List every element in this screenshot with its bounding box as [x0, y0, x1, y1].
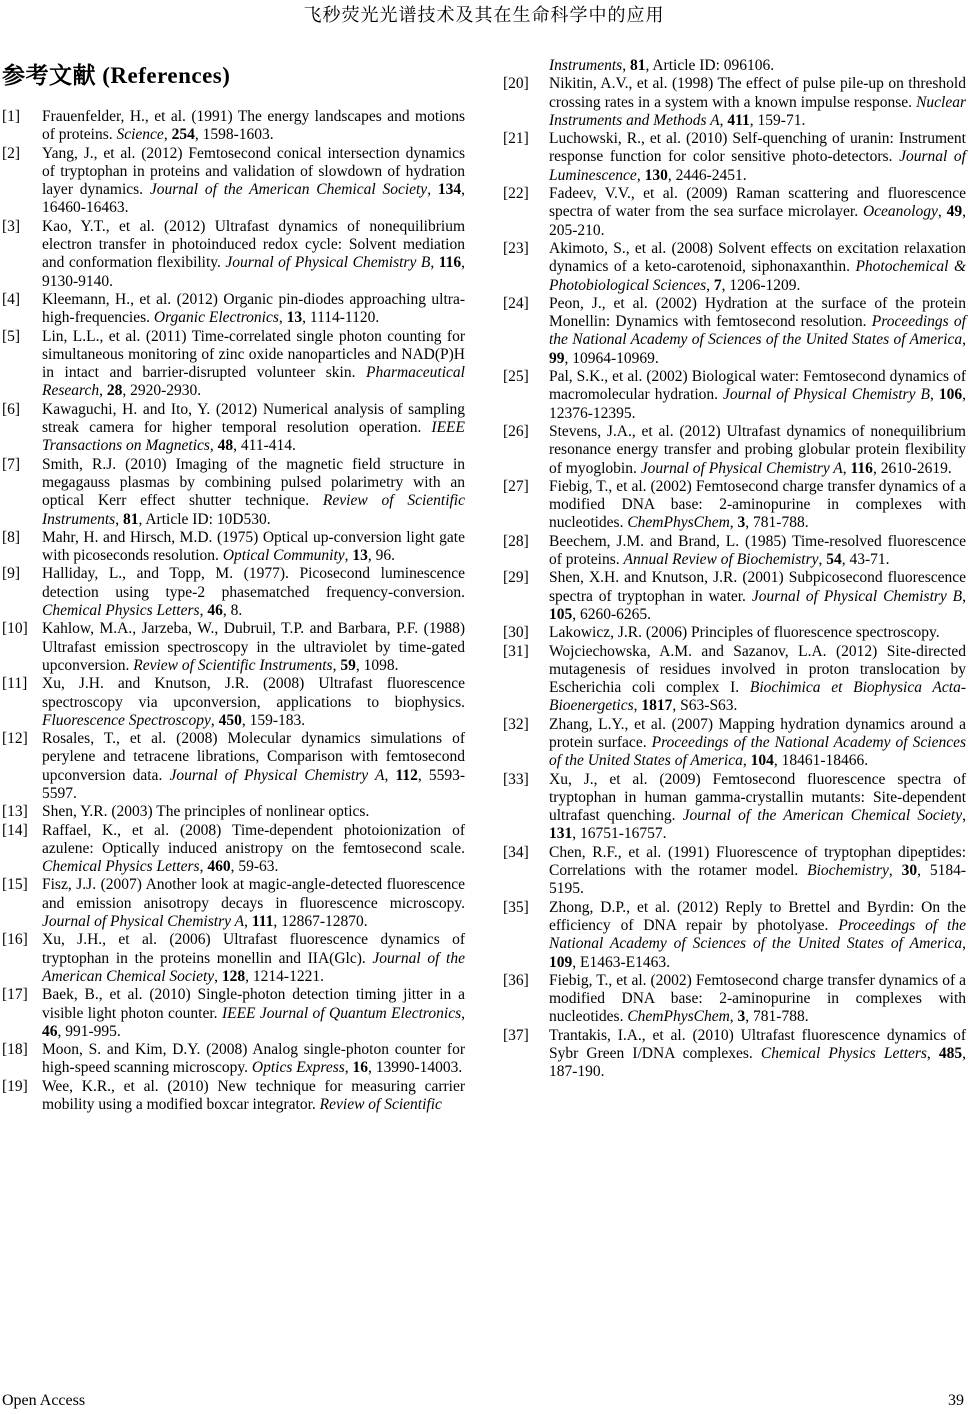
reference-item [503, 57, 966, 75]
footer-open-access-label: Open Access [2, 1392, 86, 1409]
reference-item [2, 931, 465, 986]
reference-item [503, 478, 966, 533]
reference-number: [24] [503, 294, 529, 312]
reference-text: Xu, J.H. and Knutson, J.R. (2008) Ultrafast fluorescence spectroscopy via upconversion, applications to biophysics. Fluorescence Spectroscopy, 450, 159-183. [42, 675, 465, 729]
references-column-left [2, 57, 465, 1114]
reference-item [2, 529, 465, 566]
reference-number: [25] [503, 368, 529, 386]
reference-number: [6] [2, 400, 21, 418]
reference-text: Zhong, D.P., et al. (2012) Reply to Brettel and Byrdin: On the efficiency of DNA repair by photolyase. Proceedings of the National Academy of Sciences of the United States of America, 109, E1463-E1463. [549, 898, 966, 971]
reference-text: Pal, S.K., et al. (2002) Biological water: Femtosecond dynamics of macromolecular hydration. Journal of Physical Chemistry B, 106, 12376-12395. [549, 368, 966, 422]
reference-item [2, 675, 465, 730]
reference-item [2, 1041, 465, 1078]
reference-text: Beechem, J.M. and Brand, L. (1985) Time-resolved fluorescence of proteins. Annual Review of Biochemistry, 54, 43-71. [549, 532, 966, 569]
reference-text: Fadeev, V.V., et al. (2009) Raman scattering and fluorescence spectra of water from the sea surface microlayer. Oceanology, 49, 205-210. [549, 185, 966, 239]
reference-number: [36] [503, 971, 529, 989]
reference-text: Luchowski, R., et al. (2010) Self-quenching of uranin: Instrument response function for color sensitive photo-detectors. Journal of Luminescence, 130, 2446-2451. [549, 130, 966, 184]
reference-text: Trantakis, I.A., et al. (2010) Ultrafast fluorescence dynamics of Sybr Green I/DNA complexes. Chemical Physics Letters, 485, 187-190. [549, 1026, 967, 1081]
reference-text: Stevens, J.A., et al. (2012) Ultrafast dynamics of nonequilibrium resonance energy transfer and probing globular protein flexibility of myoglobin. Journal of Physical Chemistry A, 116, 2610-2619. [549, 422, 966, 477]
reference-number: [16] [2, 931, 28, 949]
reference-text: Halliday, L., and Topp, M. (1977). Picosecond luminescence detection using type-2 phasematched frequency-conversion. Chemical Physics Letters, 46, 8. [42, 565, 465, 620]
reference-item [2, 803, 465, 821]
reference-item [503, 295, 966, 368]
reference-number: [9] [2, 565, 21, 583]
reference-text: Kawaguchi, H. and Ito, Y. (2012) Numerical analysis of sampling streak camera for higher temporal resolution operation. IEEE Transactions on Magnetics, 48, 411-414. [42, 400, 465, 455]
reference-number: [23] [503, 239, 529, 257]
reference-item [503, 624, 966, 642]
reference-text: Frauenfelder, H., et al. (1991) The energy landscapes and motions of proteins. Science, 254, 1598-1603. [42, 108, 465, 144]
reference-item [503, 185, 966, 240]
reference-item [2, 145, 465, 218]
reference-item [503, 844, 966, 899]
reference-number: [26] [503, 422, 529, 440]
references-heading: 参考文献 (References) [2, 63, 231, 88]
reference-number: [7] [2, 455, 21, 473]
reference-number: [31] [503, 642, 529, 660]
reference-text: Rosales, T., et al. (2008) Molecular dynamics simulations of perylene and tetracene librations, Comparison with femtosecond upconversion data. Journal of Physical Chemistry A, 112, 5593-5597. [42, 730, 466, 802]
reference-number: [17] [2, 986, 28, 1004]
reference-number: [22] [503, 185, 529, 203]
reference-number: [5] [2, 327, 21, 345]
reference-number: [13] [2, 803, 28, 821]
reference-number: [19] [2, 1077, 28, 1095]
reference-item [503, 771, 966, 844]
reference-text: Mahr, H. and Hirsch, M.D. (1975) Optical up-conversion light gate with picoseconds resolution. Optical Community, 13, 96. [42, 528, 465, 565]
reference-number: [33] [503, 770, 529, 788]
references-column-right [503, 57, 966, 1082]
reference-item [2, 876, 465, 931]
reference-text: Kao, Y.T., et al. (2012) Ultrafast dynamics of nonequilibrium electron transfer in photoinduced redox cycle: Solvent mediation and conformation flexibility. Journal of Physical Chemistry B, 116, 9130-9140. [42, 217, 465, 290]
reference-item [503, 533, 966, 570]
reference-text: Fiebig, T., et al. (2002) Femtosecond charge transfer dynamics of a modified DNA base: 2-aminopurine in complexes with nucleotides. ChemPhysChem, 3, 781-788. [549, 477, 966, 532]
reference-number: [2] [2, 144, 21, 162]
reference-number: [34] [503, 843, 529, 861]
reference-number: [11] [2, 675, 28, 693]
reference-text: Lakowicz, J.R. (2006) Principles of fluorescence spectroscopy. [549, 624, 940, 642]
reference-item [503, 643, 966, 716]
reference-text: Shen, X.H. and Knutson, J.R. (2001) Subpicosecond fluorescence spectra of tryptophan in water. Journal of Physical Chemistry B, 105, 6260-6265. [549, 569, 966, 623]
reference-item [503, 130, 966, 185]
reference-number: [21] [503, 130, 529, 148]
reference-text: Baek, B., et al. (2010) Single-photon detection timing jitter in a visible light photon counter. IEEE Journal of Quantum Electronics, 46, 991-995. [42, 986, 465, 1040]
reference-item [2, 218, 465, 291]
reference-number: [14] [2, 821, 28, 839]
reference-text: Fiebig, T., et al. (2002) Femtosecond charge transfer dynamics of a modified DNA base: 2-aminopurine in complexes with nucleotides. ChemPhysChem, 3, 781-788. [549, 971, 966, 1026]
reference-item [503, 75, 966, 130]
references-list-left [2, 108, 465, 1114]
reference-text: Moon, S. and Kim, D.Y. (2008) Analog single-photon counter for high-speed scanning microscopy. Optics Express, 16, 13990-14003. [42, 1041, 465, 1077]
reference-number: [28] [503, 532, 529, 550]
reference-item [503, 423, 966, 478]
reference-item [2, 456, 465, 529]
reference-item [503, 716, 966, 771]
reference-number: [1] [2, 108, 21, 125]
reference-text: Fisz, J.J. (2007) Another look at magic-angle-detected fluorescence and emission anisotropy decays in fluorescence microscopy. Journal of Physical Chemistry A, 111, 12867-12870. [42, 876, 465, 931]
reference-text: Peon, J., et al. (2002) Hydration at the surface of the protein Monellin: Dynamics with femtosecond resolution. Proceedings of the National Academy of Sciences of the United States of America, 99, 10964-10969. [549, 294, 966, 367]
reference-number: [30] [503, 624, 529, 642]
reference-item [2, 1078, 465, 1115]
reference-item [503, 899, 966, 972]
reference-item [503, 569, 966, 624]
reference-item [2, 328, 465, 401]
reference-number: [8] [2, 528, 21, 546]
reference-number: [27] [503, 477, 529, 495]
reference-text: Wojciechowska, A.M. and Sazanov, L.A. (2012) Site-directed mutagenesis of residues involved in proton translocation by Escherichia coli complex I. Biochimica et Biophysica Acta-Bioenergetics, 1817, S63-S63. [549, 642, 966, 715]
reference-item [503, 368, 966, 423]
reference-text: Wee, K.R., et al. (2010) New technique for measuring carrier mobility using a modified boxcar integrator. Review of Scientific [42, 1077, 465, 1114]
references-list-right [503, 57, 966, 1082]
reference-number: [37] [503, 1026, 529, 1044]
reference-item [2, 565, 465, 620]
reference-number: [15] [2, 876, 28, 894]
reference-item [503, 1027, 966, 1082]
reference-text: Smith, R.J. (2010) Imaging of the magnetic field structure in megagauss plasmas by combining pulsed polarimetry with an optical Kerr effect shutter technique. Review of Scientific Instruments, 81, Article ID: 10D530. [42, 455, 465, 528]
reference-number: [18] [2, 1041, 28, 1059]
reference-text: Yang, J., et al. (2012) Femtosecond conical intersection dynamics of tryptophan in proteins and validation of slowdown of hydration layer dynamics. Journal of the American Chemical Society, 134, 16460-16463. [42, 144, 465, 217]
reference-text: Raffael, K., et al. (2008) Time-dependent photoionization of azulene: Optically induced anistropy on the femtosecond scale. Chemical Physics Letters, 460, 59-63. [42, 821, 465, 876]
reference-item [2, 822, 465, 877]
reference-text: Nikitin, A.V., et al. (1998) The effect of pulse pile-up on threshold crossing rates in a system with a known impulse response. Nuclear Instruments and Methods A, 411, 159-71. [549, 75, 966, 129]
reference-item [2, 986, 465, 1041]
reference-item [2, 291, 465, 328]
reference-text: Shen, Y.R. (2003) The principles of nonlinear optics. [42, 803, 370, 821]
reference-number: [10] [2, 620, 28, 638]
reference-number: [4] [2, 290, 21, 308]
reference-text: Chen, R.F., et al. (1991) Fluorescence of tryptophan dipeptides: Correlations with the rotamer model. Biochemistry, 30, 5184-5195. [549, 843, 966, 898]
reference-text: Instruments, 81, Article ID: 096106. [549, 57, 775, 74]
references-columns [0, 57, 968, 1114]
reference-number: [12] [2, 730, 28, 748]
reference-number: [20] [503, 75, 529, 93]
reference-text: Xu, J., et al. (2009) Femtosecond fluorescence spectra of tryptophan in human gamma-crystallin mutants: Site-dependent ultrafast quenching. Journal of the American Chemical Society, 131, 16751-16757. [549, 770, 966, 843]
reference-text: Kahlow, M.A., Jarzeba, W., Dubruil, T.P. and Barbara, P.F. (1988) Ultrafast emission spectroscopy in the ultraviolet by time-gated upconversion. Review of Scientific Instruments, 59, 1098. [42, 620, 465, 674]
reference-text: Zhang, L.Y., et al. (2007) Mapping hydration dynamics around a protein surface. Proceedings of the National Academy of Sciences of the United States of America, 104, 18461-18466. [549, 715, 966, 770]
footer-page-number: 39 [948, 1392, 964, 1409]
reference-item [2, 108, 465, 145]
reference-text: Lin, L.L., et al. (2011) Time-correlated single photon counting for simultaneous monitoring of zinc oxide nanoparticles and NAD(P)H in intact and barrier-disrupted volunteer skin. Pharmaceutical Research, 28, 2920-2930. [42, 327, 465, 400]
reference-item [2, 401, 465, 456]
reference-number: [35] [503, 898, 529, 916]
reference-item [2, 730, 465, 803]
reference-item [503, 972, 966, 1027]
page-header-title: 飞秒荧光光谱技术及其在生命科学中的应用 [303, 5, 665, 25]
reference-item [503, 240, 966, 295]
reference-text: Akimoto, S., et al. (2008) Solvent effects on excitation relaxation dynamics of a keto-carotenoid, siphonaxanthin. Photochemical & Photobiological Sciences, 7, 1206-1209. [549, 239, 967, 294]
reference-number: [32] [503, 715, 529, 733]
reference-number: [29] [503, 569, 529, 587]
reference-item [2, 620, 465, 675]
reference-number: [3] [2, 217, 21, 235]
reference-text: Kleemann, H., et al. (2012) Organic pin-diodes approaching ultra-high-frequencies. Organic Electronics, 13, 1114-1120. [42, 290, 465, 327]
reference-text: Xu, J.H., et al. (2006) Ultrafast fluorescence dynamics of tryptophan in the proteins monellin and IIA(Glc). Journal of the American Chemical Society, 128, 1214-1221. [42, 931, 465, 985]
